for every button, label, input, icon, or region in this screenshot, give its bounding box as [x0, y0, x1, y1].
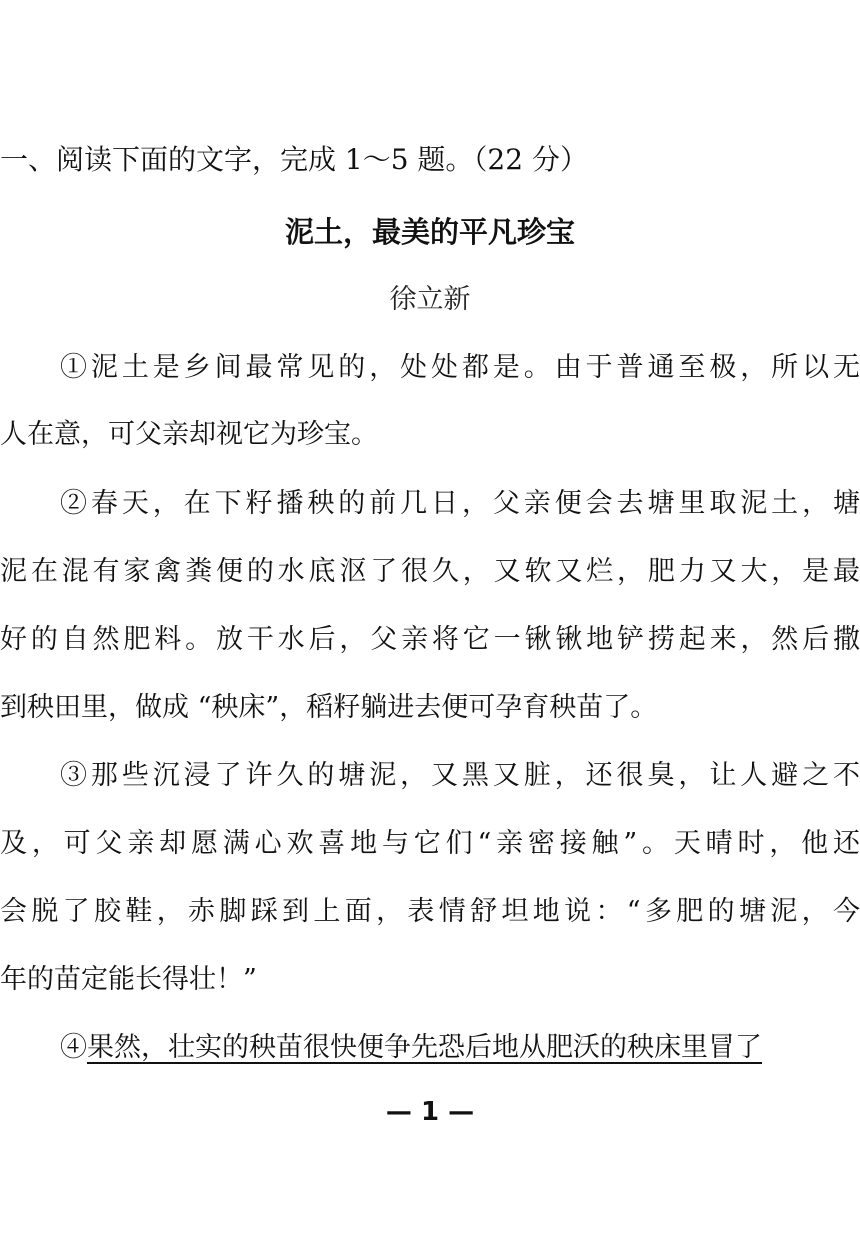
page-number: — 1 —	[385, 1097, 475, 1127]
paragraph-4-line-1	[60, 1028, 860, 1068]
paragraph-3-line-3: 会脱了胶鞋，赤脚踩到上面，表情舒坦地说：“多肥的塘泥，今	[0, 896, 860, 927]
paragraph-4-underlined-text: 果然，壮实的秧苗很快便争先恐后地从肥沃的秧床里冒了	[87, 1032, 762, 1063]
paragraph-3-line-2: 及，可父亲却愿满心欢喜地与它们“亲密接触”。天晴时，他还	[0, 828, 860, 859]
paragraph-1-line-1: ①泥土是乡间最常见的，处处都是。由于普通至极，所以无	[60, 352, 860, 383]
article-author: 徐立新	[389, 284, 471, 315]
paragraph-3-line-1: ③那些沉浸了许久的塘泥，又黑又脏，还很臭，让人避之不	[60, 760, 860, 791]
question-instruction: 一、阅读下面的文字，完成 1～5 题。（22 分）	[0, 143, 588, 176]
paragraph-2-line-1: ②春天，在下籽播秧的前几日，父亲便会去塘里取泥土，塘	[60, 488, 860, 519]
article-title: 泥土，最美的平凡珍宝	[284, 215, 575, 249]
paragraph-2-line-4: 到秧田里，做成 “秧床”，稻籽躺进去便可孕育秧苗了。	[0, 692, 658, 723]
paragraph-4-marker: ④	[60, 1032, 87, 1063]
paragraph-2-line-3: 好的自然肥料。放干水后，父亲将它一锹锹地铲捞起来，然后撒	[0, 624, 860, 655]
paragraph-3-line-4: 年的苗定能长得壮！”	[0, 964, 257, 995]
paragraph-1-line-2: 人在意，可父亲却视它为珍宝。	[0, 419, 378, 450]
paragraph-2-line-2: 泥在混有家禽粪便的水底沤了很久，又软又烂，肥力又大，是最	[0, 556, 860, 587]
